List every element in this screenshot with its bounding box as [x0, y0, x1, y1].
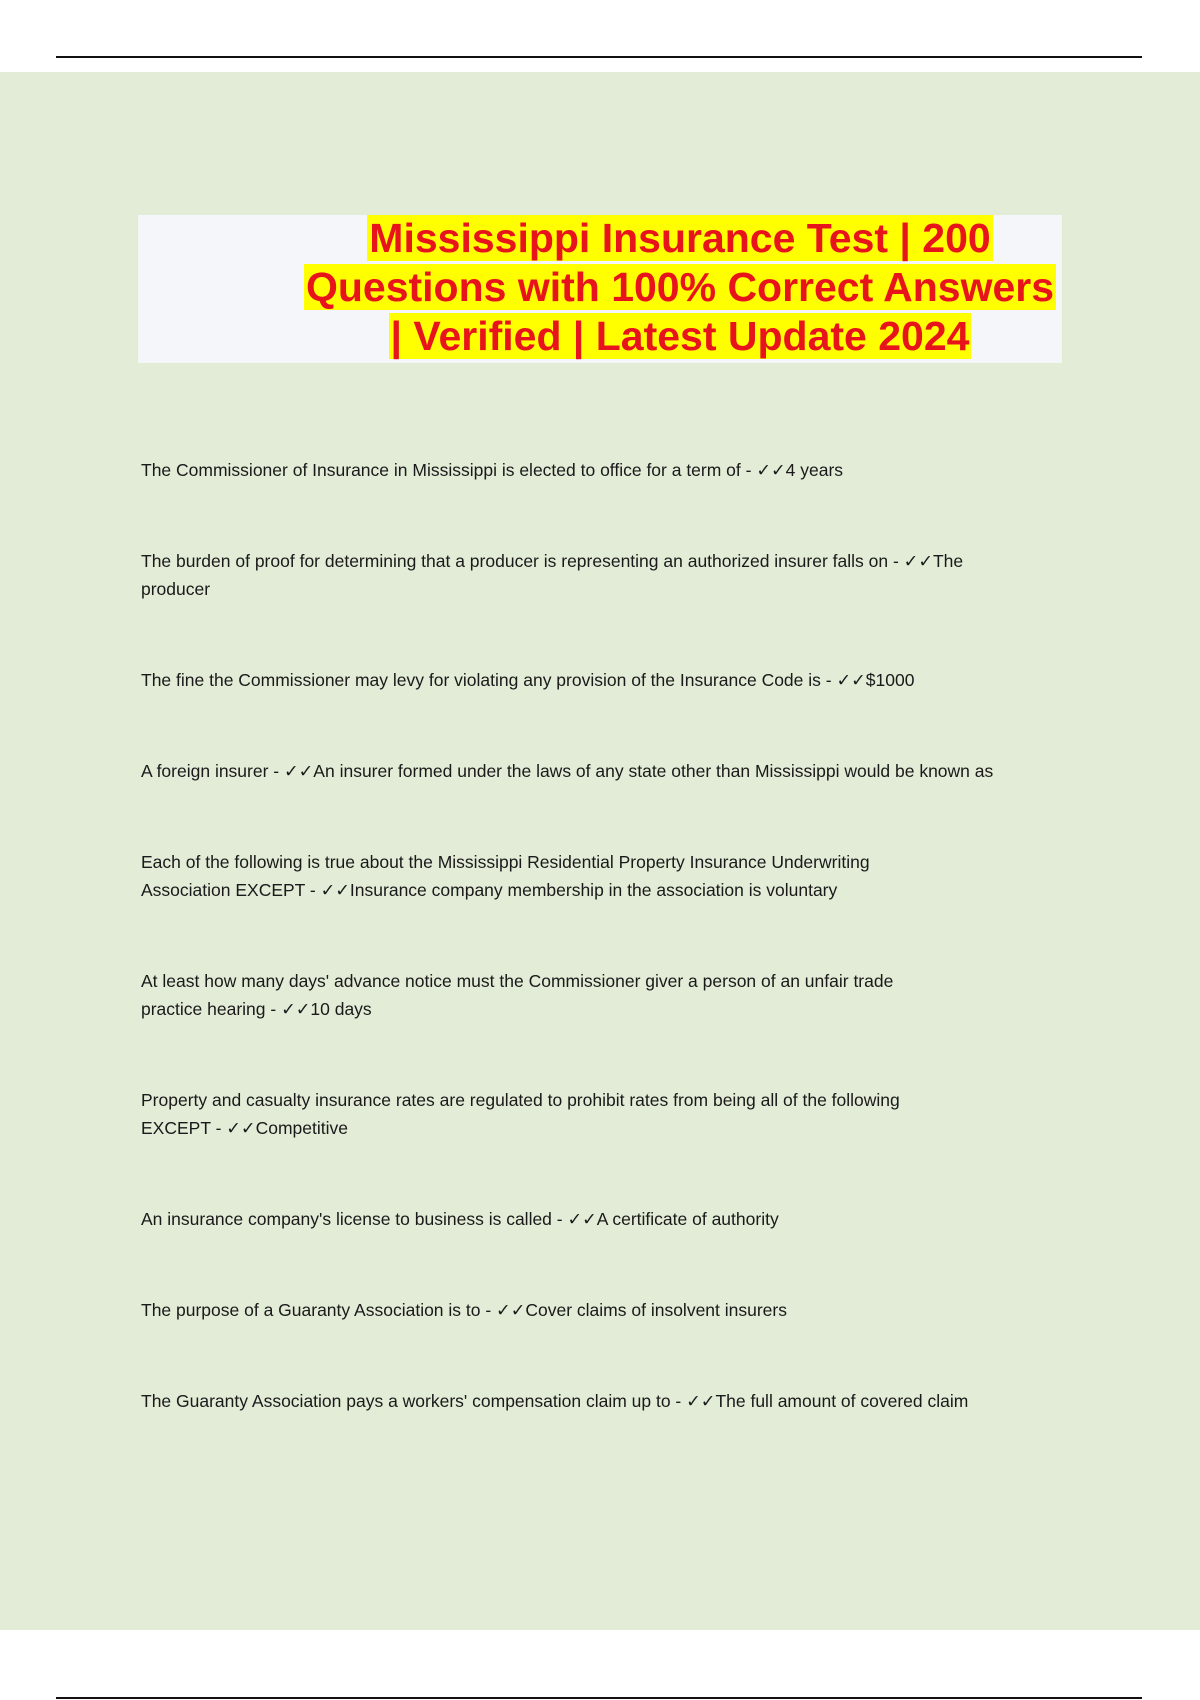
- question-item-3: The fine the Commissioner may levy for violating any provision of the Insurance Code is - ✓✓$1000: [141, 670, 915, 690]
- question-list: [141, 456, 1021, 1415]
- top-rule: [56, 56, 1142, 58]
- question-item-7: Property and casualty insurance rates are regulated to prohibit rates from being all of the following EXCEPT - ✓✓Competitive: [141, 1090, 900, 1138]
- question-item-1: The Commissioner of Insurance in Mississippi is elected to office for a term of - ✓✓4 years: [141, 460, 844, 480]
- question-item-5: Each of the following is true about the Mississippi Residential Property Insurance Underwriting Association EXCEPT - ✓✓Insurance company membership in the association is voluntary: [141, 852, 870, 900]
- question-item-8: An insurance company's license to business is called - ✓✓A certificate of authority: [141, 1209, 779, 1229]
- question-item-10: The Guaranty Association pays a workers' compensation claim up to - ✓✓The full amount of covered claim: [141, 1391, 969, 1411]
- document-title: [300, 214, 1060, 361]
- bottom-rule: [56, 1697, 1142, 1699]
- question-item-2: The burden of proof for determining that a producer is representing an authorized insurer falls on - ✓✓The producer: [141, 551, 964, 599]
- question-item-6: At least how many days' advance notice must the Commissioner giver a person of an unfair trade practice hearing - ✓✓10 days: [141, 971, 894, 1019]
- question-item-9: The purpose of a Guaranty Association is to - ✓✓Cover claims of insolvent insurers: [141, 1300, 787, 1320]
- question-item-4: A foreign insurer - ✓✓An insurer formed under the laws of any state other than Mississippi would be known as: [141, 761, 994, 781]
- document-title-text: Mississippi Insurance Test | 200 Questions with 100% Correct Answers | Verified | Latest Update 2024: [305, 215, 1055, 359]
